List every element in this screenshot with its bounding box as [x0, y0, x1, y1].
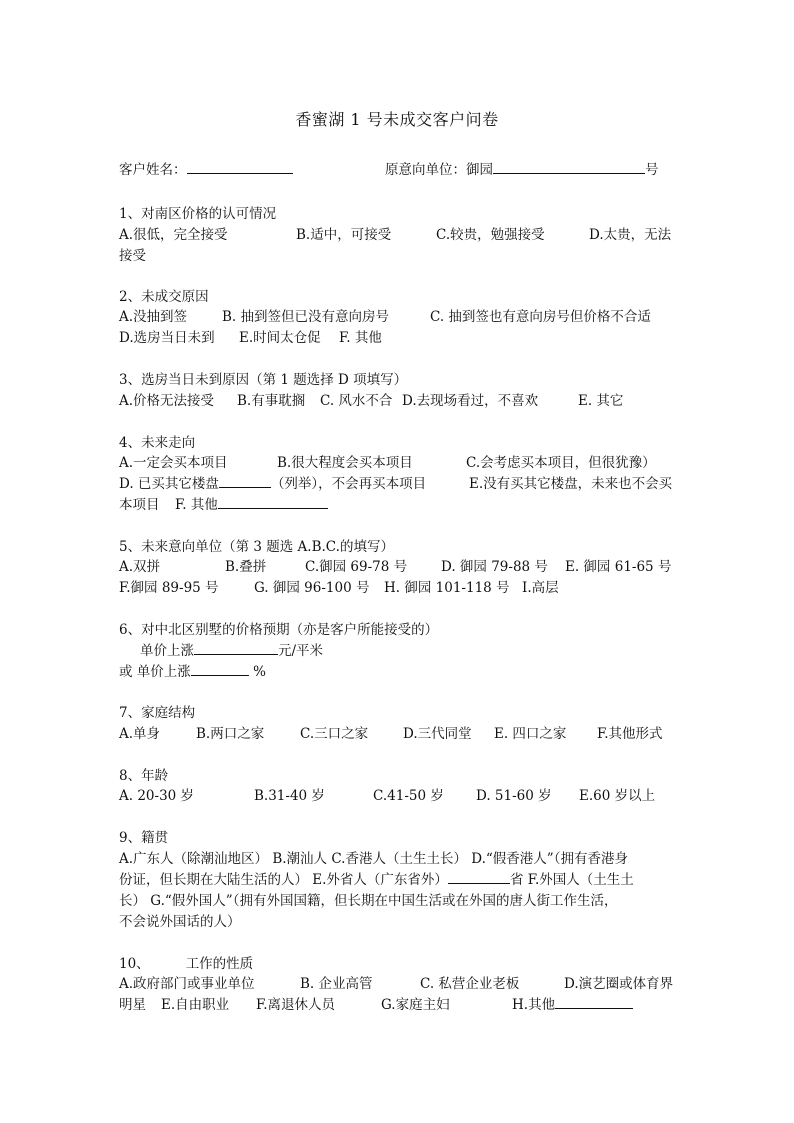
q7-option-e[interactable]: E. 四口之家: [494, 726, 567, 742]
question-3-options: [119, 389, 679, 409]
question-9-title: 9、籍贯: [119, 830, 169, 846]
question-8-title: 8、年龄: [119, 768, 169, 784]
q2-option-b[interactable]: B. 抽到签但已没有意向房号: [222, 309, 390, 325]
q9-options-line2-start: 份证，但长期在大陆生活的人） E.外省人（广东省外）: [119, 872, 448, 888]
page-title: 香蜜湖 1 号未成交客户问卷: [295, 110, 499, 129]
q1-option-b[interactable]: B.适中，可接受: [296, 227, 392, 243]
q1-option-d-cont: 接受: [119, 248, 146, 264]
q10-option-a[interactable]: A.政府部门或事业单位: [119, 976, 255, 992]
q4-option-e[interactable]: E.没有买其它楼盘，未来也不会买: [469, 476, 673, 492]
q1-option-d[interactable]: D.太贵，无法: [589, 227, 672, 243]
q5-option-c[interactable]: C.御园 69-78 号: [305, 559, 408, 575]
customer-name-row: [119, 159, 293, 180]
q5-option-b[interactable]: B.叠拼: [225, 559, 267, 575]
q4-option-d-text: D. 已买其它楼盘: [119, 476, 219, 492]
question-10-title: [119, 952, 253, 972]
q4-option-f[interactable]: [175, 493, 328, 513]
question-3-title: 3、选房当日未到原因（第 1 题选择 D 项填写）: [119, 372, 408, 388]
intended-unit-label: 原意向单位：御园: [385, 162, 493, 178]
q5-option-e[interactable]: E. 御园 61-65 号: [565, 559, 672, 575]
q10-option-f[interactable]: F.离退休人员: [256, 997, 336, 1013]
q6-percent-row: [119, 660, 266, 680]
q5-option-f[interactable]: F.御园 89-95 号: [119, 580, 219, 596]
question-6-title: 6、对中北区别墅的价格预期（亦是客户所能接受的）: [119, 622, 439, 638]
question-4-options-row3: [119, 493, 679, 513]
question-10-options-row2: [119, 993, 679, 1013]
q4-option-d-suffix: （列举），不会再买本项目: [270, 476, 427, 492]
q8-option-a[interactable]: A. 20-30 岁: [119, 788, 195, 804]
q8-option-e[interactable]: E.60 岁以上: [579, 788, 656, 804]
question-1-title: 1、对南区价格的认可情况: [119, 206, 277, 222]
q4-option-d[interactable]: [119, 472, 426, 492]
q3-option-c[interactable]: C. 风水不合: [320, 393, 393, 409]
q10-option-h-blank[interactable]: [555, 994, 633, 1009]
q3-option-a[interactable]: A.价格无法接受: [119, 393, 215, 409]
q5-option-h[interactable]: H. 御园 101-118 号: [384, 580, 510, 596]
q9-options-line4: 不会说外国话的人）: [119, 914, 241, 930]
q1-option-c[interactable]: C.较贵，勉强接受: [436, 227, 545, 243]
q4-option-b[interactable]: B.很大程度会买本项目: [277, 455, 413, 471]
q7-option-d[interactable]: D.三代同堂: [403, 726, 472, 742]
q6-percent-blank[interactable]: [191, 661, 249, 676]
q4-option-e-cont: 本项目: [119, 497, 160, 513]
q10-option-h[interactable]: [512, 993, 633, 1013]
q8-option-d[interactable]: D. 51-60 岁: [476, 788, 552, 804]
q9-options-line2[interactable]: [119, 868, 634, 888]
q6-percent-label: 或 单价上涨: [119, 664, 191, 680]
q10-title-text: 工作的性质: [185, 956, 254, 972]
question-10-options-row1: [119, 972, 679, 992]
question-5-options-row1: [119, 555, 679, 575]
q9-province-blank[interactable]: [448, 869, 510, 884]
q9-options-line3[interactable]: 长） G.“假外国人”（拥有外国国籍，但长期在中国生活或在外国的唐人街工作生活，: [119, 893, 618, 909]
q7-option-b[interactable]: B.两口之家: [196, 726, 265, 742]
q5-option-d[interactable]: D. 御园 79-88 号: [441, 559, 548, 575]
q9-options-line1[interactable]: A.广东人（除潮汕地区） B.潮汕人 C.香港人（土生土长） D.“假香港人”（拥有香港身: [119, 851, 628, 867]
q4-option-a[interactable]: A.一定会买本项目: [119, 455, 228, 471]
q2-option-c[interactable]: C. 抽到签也有意向房号但价格不合适: [430, 309, 651, 325]
q1-option-a[interactable]: A.很低，完全接受: [119, 227, 228, 243]
q5-option-g[interactable]: G. 御园 96-100 号: [254, 580, 370, 596]
q2-option-e[interactable]: E.时间太仓促: [239, 330, 321, 346]
q4-option-f-blank[interactable]: [218, 494, 328, 509]
q4-option-f-text: F. 其他: [175, 497, 218, 513]
question-2-options-row2: [119, 326, 679, 346]
q2-option-f[interactable]: F. 其他: [339, 330, 382, 346]
q6-percent-unit: %: [248, 664, 266, 680]
q10-option-g[interactable]: G.家庭主妇: [381, 997, 450, 1013]
question-2-options-row1: [119, 305, 679, 325]
q7-option-f[interactable]: F.其他形式: [597, 726, 663, 742]
question-8-options: [119, 784, 679, 804]
question-4-options-row1: [119, 451, 679, 471]
q10-option-d-cont: 明星: [119, 997, 146, 1013]
q3-option-b[interactable]: B.有事耽搁: [237, 393, 306, 409]
q6-unit-price-row: [140, 639, 323, 659]
q9-options-line2-end: 省 F.外国人（土生土: [509, 872, 634, 888]
q2-option-a[interactable]: A.没抽到签: [119, 309, 188, 325]
q10-option-c[interactable]: C. 私营企业老板: [420, 976, 520, 992]
q4-option-c[interactable]: C.会考虑买本项目，但很犹豫）: [466, 455, 656, 471]
question-7-options: [119, 722, 679, 742]
question-5-title: 5、未来意向单位（第 3 题选 A.B.C.的填写）: [119, 539, 394, 555]
q10-option-b[interactable]: B. 企业高管: [300, 976, 373, 992]
q10-option-d[interactable]: D.演艺圈或体育界: [564, 976, 674, 992]
q10-option-h-text: H.其他: [512, 997, 556, 1013]
q8-option-b[interactable]: B.31-40 岁: [254, 788, 325, 804]
q7-option-c[interactable]: C.三口之家: [300, 726, 369, 742]
q6-unit-price-label: 单价上涨: [140, 643, 194, 659]
question-2-title: 2、未成交原因: [119, 289, 209, 305]
q5-option-a[interactable]: A.双拼: [119, 559, 161, 575]
q7-option-a[interactable]: A.单身: [119, 726, 161, 742]
question-4-title: 4、未来走向: [119, 435, 196, 451]
customer-name-label: 客户姓名：: [119, 162, 187, 178]
intended-unit-blank[interactable]: [493, 159, 645, 174]
q3-option-e[interactable]: E. 其它: [578, 393, 624, 409]
q10-title-number: 10、: [119, 956, 150, 972]
customer-name-blank[interactable]: [187, 159, 293, 174]
question-4-options-row2: [119, 472, 679, 492]
q3-option-d[interactable]: D.去现场看过，不喜欢: [402, 393, 539, 409]
question-7-title: 7、家庭结构: [119, 705, 196, 721]
question-1-options: [119, 223, 679, 243]
q6-unit-price-blank[interactable]: [194, 640, 278, 655]
intended-unit-suffix: 号: [645, 162, 659, 178]
q8-option-c[interactable]: C.41-50 岁: [373, 788, 444, 804]
q5-option-i[interactable]: I.高层: [522, 580, 559, 596]
q2-option-d[interactable]: D.选房当日未到: [119, 330, 215, 346]
q10-option-e[interactable]: E.自由职业: [161, 997, 230, 1013]
q6-unit-price-unit: 元/平米: [278, 643, 324, 659]
intended-unit-row: [385, 159, 659, 180]
question-5-options-row2: [119, 576, 679, 596]
q4-option-d-blank[interactable]: [219, 473, 271, 488]
